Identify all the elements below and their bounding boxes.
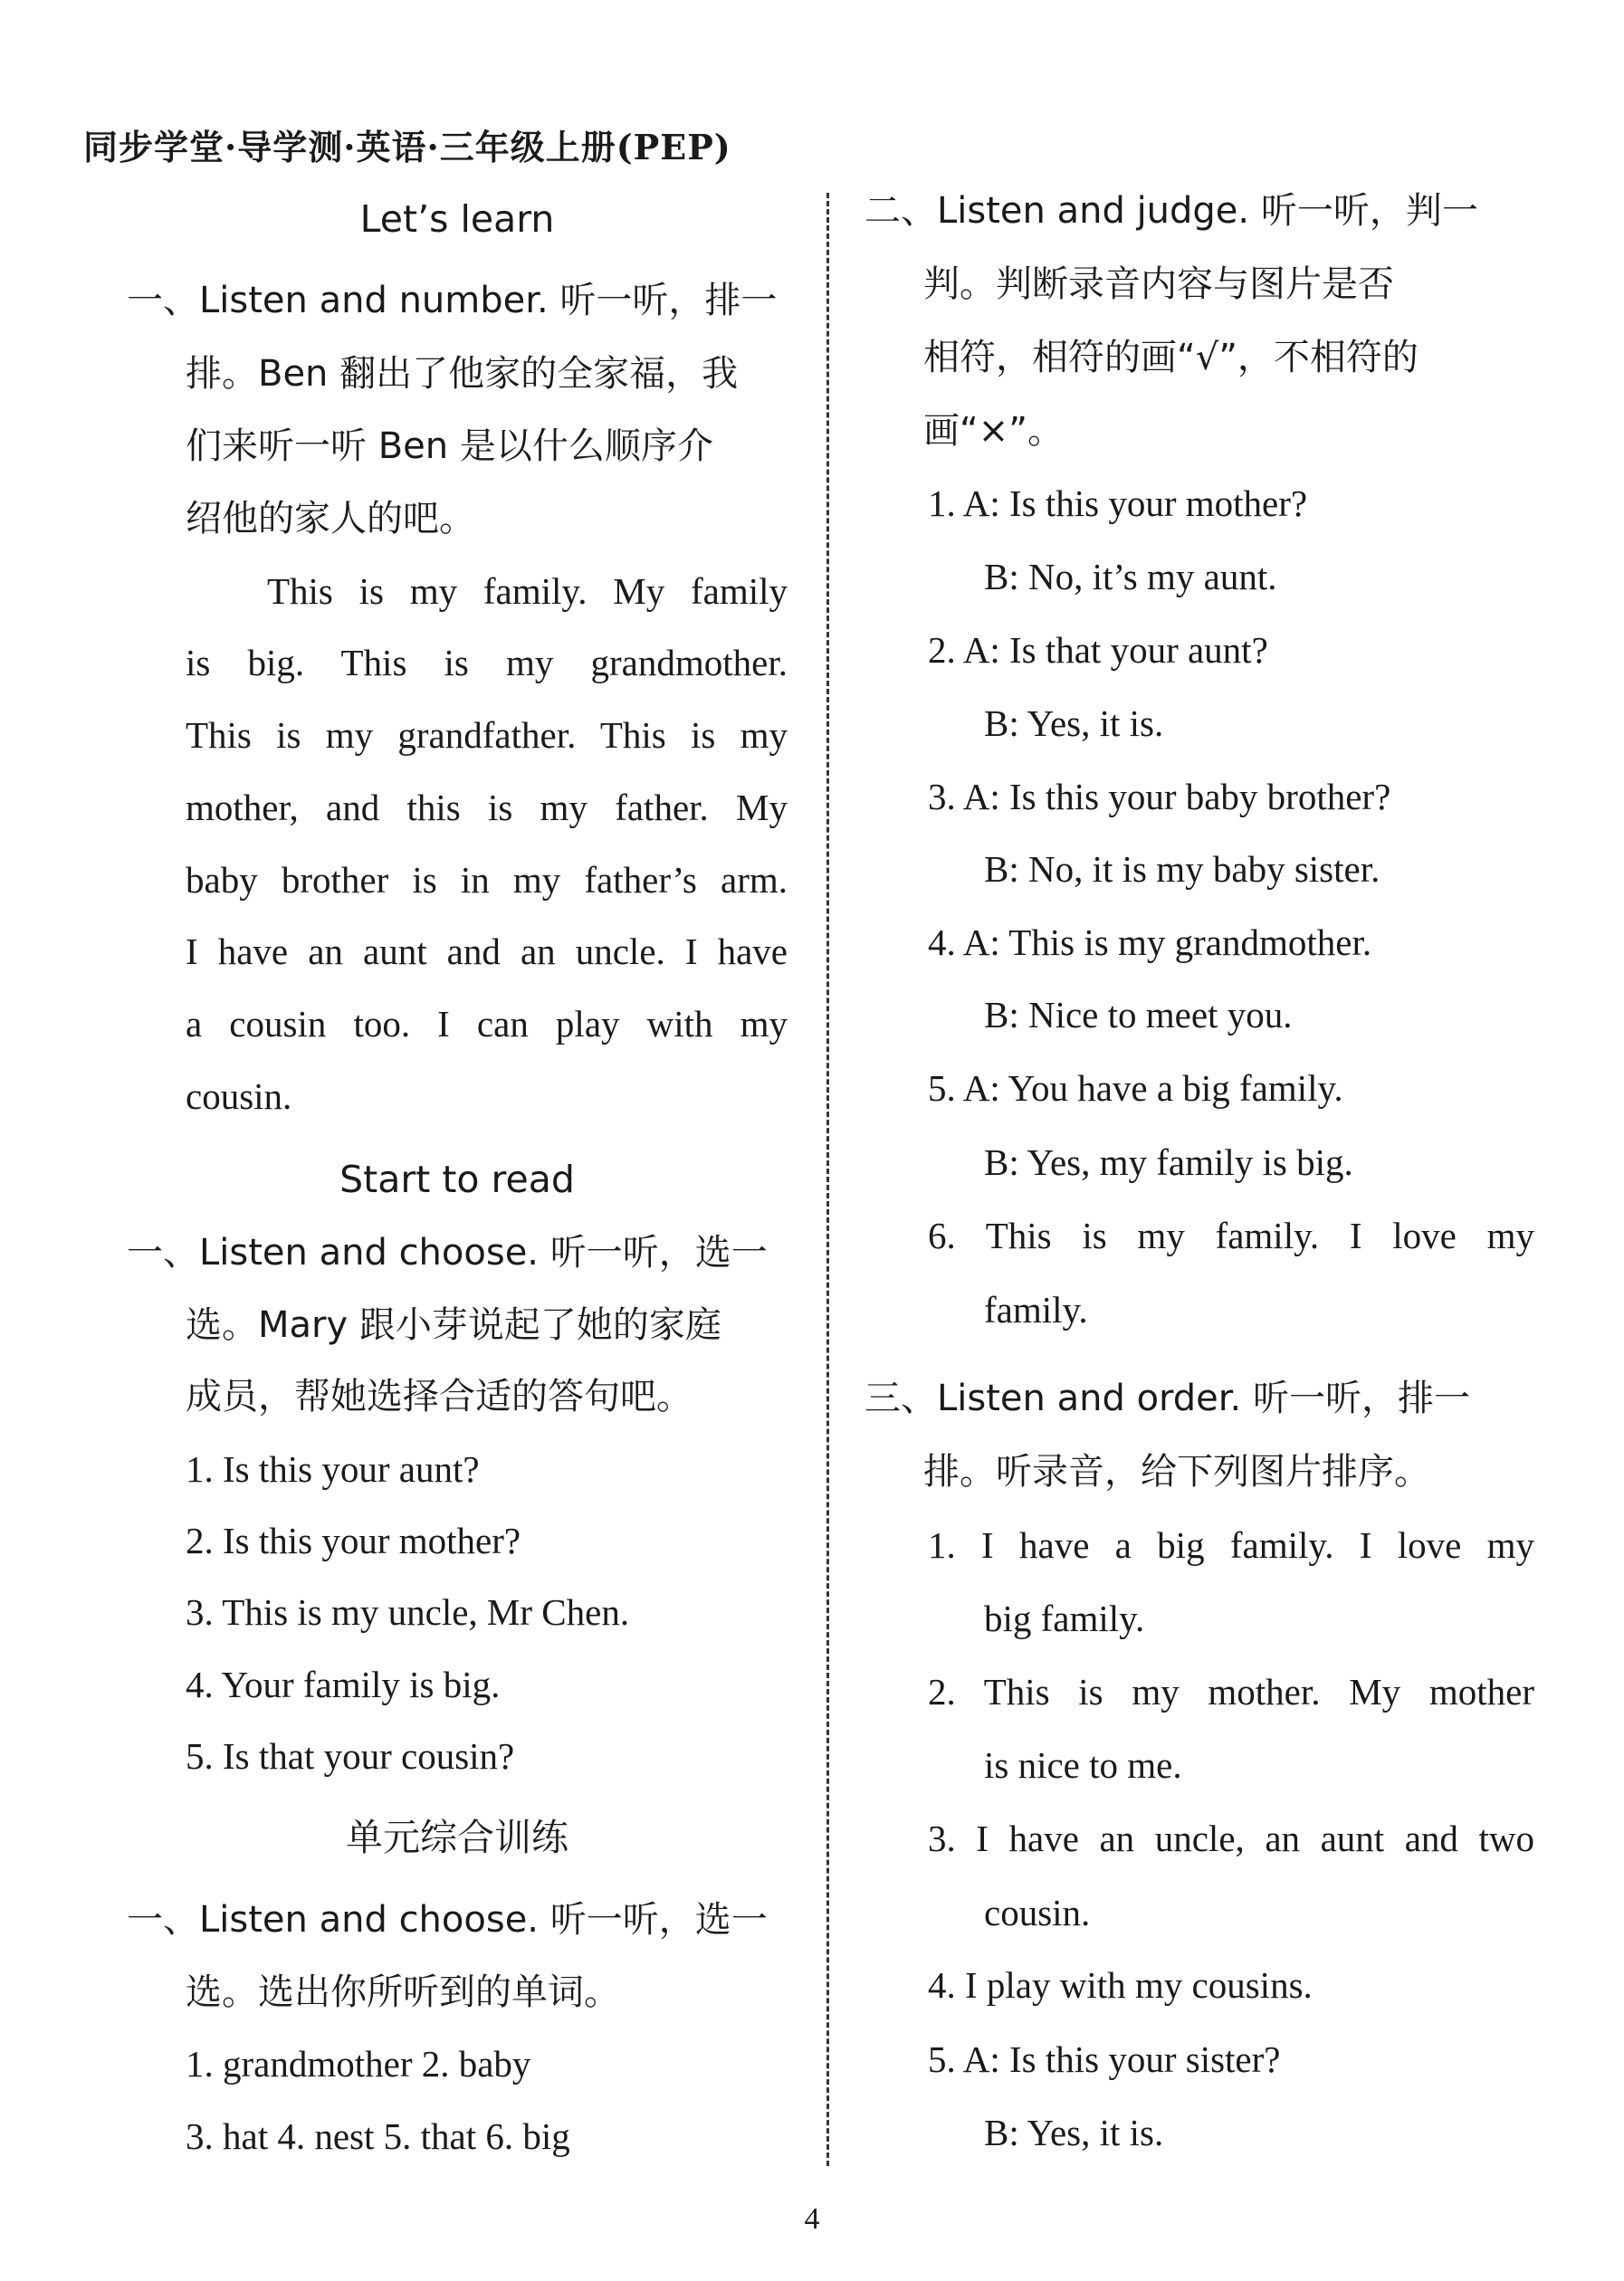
left-line-item: 1. grandmother 2. baby xyxy=(186,2043,531,2085)
right-line-item: 3. A: Is this your baby brother? xyxy=(928,776,1391,817)
right-line-heading-cont: 画“×”。 xyxy=(923,410,1064,452)
right-line-sub: B: Yes, it is. xyxy=(984,2112,1164,2153)
left-line-title: Let’s learn xyxy=(359,197,555,241)
right-line-item: 2. A: Is that your aunt? xyxy=(928,629,1268,671)
column-divider xyxy=(826,193,829,2166)
right-line-item: 5. A: You have a big family. xyxy=(928,1067,1343,1109)
right-line-sub: is nice to me. xyxy=(984,1744,1182,1786)
book-header: 同步学堂·导学测·英语·三年级上册(PEP) xyxy=(83,127,731,167)
right-line-sub: family. xyxy=(984,1289,1088,1331)
left-line-title: 单元综合训练 xyxy=(346,1816,568,1859)
left-line-heading-cont: 绍他的家人的吧。 xyxy=(186,498,475,539)
right-line-sub: B: Yes, my family is big. xyxy=(984,1141,1353,1183)
left-line-item: 3. hat 4. nest 5. that 6. big xyxy=(186,2115,570,2157)
left-line-para: baby brother is in my father’s arm. xyxy=(186,859,788,901)
left-line-item: 5. Is that your cousin? xyxy=(186,1735,515,1777)
left-line-heading: 一、Listen and choose. 听一听，选一 xyxy=(127,1899,768,1941)
right-line-heading-cont: 相符，相符的画“√”，不相符的 xyxy=(923,337,1419,378)
left-line-para-last: cousin. xyxy=(186,1075,292,1117)
right-line-item: 5. A: Is this your sister? xyxy=(928,2038,1281,2080)
left-line-heading-cont: 们来听一听 Ben 是以什么顺序介 xyxy=(186,425,713,467)
right-line-sub: B: No, it’s my aunt. xyxy=(984,556,1277,597)
left-line-heading: 一、Listen and choose. 听一听，选一 xyxy=(127,1232,768,1274)
right-line-heading: 三、Listen and order. 听一听，排一 xyxy=(865,1378,1470,1419)
left-line-para: mother, and this is my father. My xyxy=(186,787,788,828)
left-line-para: This is my grandfather. This is my xyxy=(186,714,788,756)
right-line-item: 4. A: This is my grandmother. xyxy=(928,921,1372,963)
right-line-item: 4. I play with my cousins. xyxy=(928,1964,1313,2006)
left-line-para: a cousin too. I can play with my xyxy=(186,1003,788,1045)
left-line-para-first: This is my family. My family xyxy=(267,570,788,612)
right-line-sub: B: Yes, it is. xyxy=(984,702,1164,744)
right-line-heading-cont: 判。判断录音内容与图片是否 xyxy=(923,263,1394,305)
left-line-heading: 一、Listen and number. 听一听，排一 xyxy=(127,280,778,321)
right-line-sub: B: No, it is my baby sister. xyxy=(984,848,1380,890)
right-line-item-just: 6. This is my family. I love my xyxy=(928,1215,1534,1256)
left-line-para: I have an aunt and an uncle. I have xyxy=(186,931,788,972)
right-line-heading-cont: 排。听录音，给下列图片排序。 xyxy=(923,1451,1430,1493)
right-line-sub: B: Nice to meet you. xyxy=(984,994,1293,1036)
page-number: 4 xyxy=(804,2202,820,2236)
right-line-item-just: 1. I have a big family. I love my xyxy=(928,1524,1534,1566)
left-line-item: 1. Is this your aunt? xyxy=(186,1448,480,1490)
right-line-sub: big family. xyxy=(984,1598,1145,1639)
right-line-item-just: 3. I have an uncle, an aunt and two xyxy=(928,1818,1534,1859)
left-line-heading-cont: 排。Ben 翻出了他家的全家福，我 xyxy=(186,353,739,395)
left-line-para: is big. This is my grandmother. xyxy=(186,642,788,683)
left-line-title: Start to read xyxy=(339,1158,575,1201)
right-line-sub: cousin. xyxy=(984,1892,1091,1933)
left-line-item: 2. Is this your mother? xyxy=(186,1520,521,1561)
right-line-heading: 二、Listen and judge. 听一听，判一 xyxy=(865,190,1478,232)
left-line-heading-cont: 成员，帮她选择合适的答句吧。 xyxy=(186,1376,693,1417)
left-line-item: 4. Your family is big. xyxy=(186,1664,501,1705)
left-line-heading-cont: 选。选出你所听到的单词。 xyxy=(186,1971,620,2013)
left-line-item: 3. This is my uncle, Mr Chen. xyxy=(186,1591,630,1633)
right-line-item: 1. A: Is this your mother? xyxy=(928,482,1308,524)
left-line-heading-cont: 选。Mary 跟小芽说起了她的家庭 xyxy=(186,1304,721,1346)
right-line-item-just: 2. This is my mother. My mother xyxy=(928,1671,1534,1713)
